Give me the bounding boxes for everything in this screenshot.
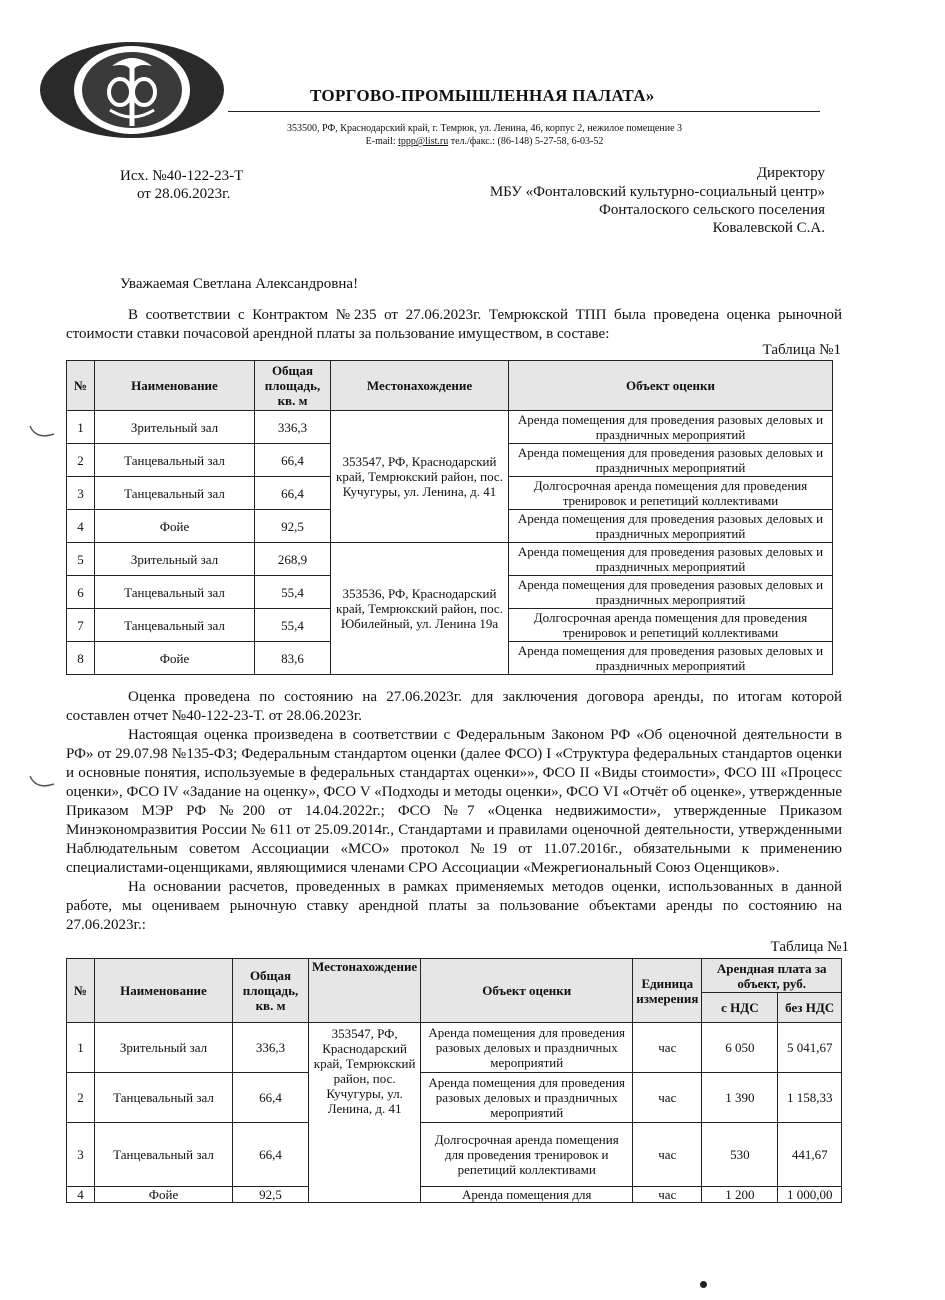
cell-name: Танцевальный зал [95, 576, 255, 609]
cell-n: 5 [67, 543, 95, 576]
email-label: E-mail: [365, 136, 396, 147]
cell-name: Танцевальный зал [95, 477, 255, 510]
cell-name: Фойе [95, 1187, 233, 1203]
intro-text: В соответствии с Контрактом №235 от 27.06.2023г. Темрюкской ТПП была проведена оценка рыночной стоимости ставки почасовой арендной платы за пользование имуществом, в составе: [66, 307, 842, 342]
cell-name: Зрительный зал [95, 411, 255, 444]
t1-col-name: Наименование [95, 361, 255, 411]
t2-col-rent: Арендная плата за объект, руб. [702, 959, 842, 993]
cell-area: 83,6 [255, 642, 331, 675]
reference-number: Исх. №40-122-23-Т [120, 168, 244, 184]
cell-object: Аренда помещения для проведения разовых деловых и праздничных мероприятий [421, 1023, 633, 1073]
t2-col-unit: Единица измерения [633, 959, 702, 1023]
cell-without-vat: 441,67 [778, 1123, 842, 1187]
t2-col-without-vat: без НДС [778, 993, 842, 1023]
cell-unit: час [633, 1123, 702, 1187]
cell-n: 8 [67, 642, 95, 675]
org-contacts [0, 136, 945, 147]
t2-col-location: Местонахождение [309, 959, 421, 1023]
body-text [66, 688, 842, 935]
org-title: ТОРГОВО-ПРОМЫШЛЕННАЯ ПАЛАТА» [310, 86, 655, 105]
table-row [67, 543, 833, 576]
t1-col-area: Общая площадь, кв. м [255, 361, 331, 411]
cell-n: 6 [67, 576, 95, 609]
cell-n: 1 [67, 1023, 95, 1073]
table1-header-row [67, 361, 833, 411]
cell-n: 2 [67, 1073, 95, 1123]
t2-col-name: Наименование [95, 959, 233, 1023]
cell-n: 4 [67, 1187, 95, 1203]
table1-caption: Таблица №1 [762, 342, 841, 358]
cell-n: 2 [67, 444, 95, 477]
table2 [66, 958, 842, 1203]
email-link[interactable]: tppp@list.ru [398, 136, 449, 147]
cell-unit: час [633, 1073, 702, 1123]
recipient-line2: МБУ «Фонталовский культурно-социальный центр» [489, 184, 825, 200]
cell-name: Танцевальный зал [95, 1123, 233, 1187]
cell-n: 1 [67, 411, 95, 444]
cell-with-vat: 6 050 [702, 1023, 778, 1073]
cell-area: 336,3 [255, 411, 331, 444]
t2-col-object: Объект оценки [421, 959, 633, 1023]
cell-name: Зрительный зал [95, 543, 255, 576]
cell-location: 353547, РФ, Краснодарский край, Темрюкский район, пос. Кучугуры, ул. Ленина, д. 41 [331, 411, 509, 543]
cell-without-vat: 1 158,33 [778, 1073, 842, 1123]
cell-n: 7 [67, 609, 95, 642]
t1-col-object: Объект оценки [509, 361, 833, 411]
cell-name: Фойе [95, 642, 255, 675]
t2-col-n: № [67, 959, 95, 1023]
cell-without-vat: 1 000,00 [778, 1187, 842, 1203]
cell-name: Зрительный зал [95, 1023, 233, 1073]
cell-n: 4 [67, 510, 95, 543]
cell-area: 66,4 [255, 477, 331, 510]
header-divider [228, 111, 820, 112]
paragraph-3: На основании расчетов, проведенных в рамках применяемых методов оценки, использованных в данной работе, мы оцениваем рыночную ставку арендной платы за пользование объектами аренды по состоянию на 27.06.2023г.: [66, 879, 842, 933]
t1-col-n: № [67, 361, 95, 411]
table1 [66, 360, 833, 675]
cell-area: 92,5 [233, 1187, 309, 1203]
table-row [67, 1023, 842, 1073]
cell-location: 353536, РФ, Краснодарский край, Темрюкский район, пос. Юбилейный, ул. Ленина 19а [331, 543, 509, 675]
recipient-line4: Ковалевской С.А. [712, 220, 825, 236]
cell-object: Аренда помещения для проведения разовых деловых и праздничных мероприятий [509, 642, 833, 675]
cell-object: Долгосрочная аренда помещения для проведения тренировок и репетиций коллективами [509, 609, 833, 642]
t2-col-with-vat: с НДС [702, 993, 778, 1023]
cell-object: Долгосрочная аренда помещения для проведения тренировок и репетиций коллективами [509, 477, 833, 510]
cell-object: Аренда помещения для проведения разовых деловых и праздничных мероприятий [509, 543, 833, 576]
cell-with-vat: 1 390 [702, 1073, 778, 1123]
cell-object: Аренда помещения для проведения разовых деловых и праздничных мероприятий [509, 444, 833, 477]
cell-n: 3 [67, 477, 95, 510]
phone: тел./факс.: (86-148) 5-27-58, 6-03-52 [450, 136, 604, 147]
recipient-line1: Директору [756, 165, 825, 181]
paragraph-2: Настоящая оценка произведена в соответствии с Федеральным Законом РФ «Об оценочной деятельности в РФ» от 29.07.98 №135-ФЗ; Федеральным стандартом оценки (далее ФСО) I «Структура федеральных стандартов оценки и основные понятия, используемые в федеральных стандартах оценки»», ФСО II «Виды стоимости», ФСО III «Процесс оценки», ФСО IV «Задание на оценку», ФСО V «Подходы и методы оценки», ФСО VI «Отчёт об оценке», утвержденные Приказом МЭР РФ №200 от 14.04.2022г.; ФСО №7 «Оценка недвижимости», утвержденные Приказом Минэкономразвития России № 611 от 25.09.2014г., Стандартами и правилами оценочной деятельности, утвержденными Наблюдательным советом Ассоциации «МСО» протокол №19 от 11.07.2016г., обязательными к применению специалистами-оценщиками, являющимися членами СРО Ассоциации «Межрегиональный Союз Оценщиков». [66, 727, 842, 876]
table-row [67, 1073, 842, 1123]
cell-area: 92,5 [255, 510, 331, 543]
cell-unit: час [633, 1023, 702, 1073]
table2-header-row [67, 959, 842, 993]
cell-object: Аренда помещения для проведения разовых деловых и праздничных мероприятий [509, 576, 833, 609]
cell-name: Танцевальный зал [95, 609, 255, 642]
hole-punch-mark [28, 420, 58, 444]
cell-with-vat: 530 [702, 1123, 778, 1187]
cell-area: 66,4 [255, 444, 331, 477]
ink-dot [700, 1281, 707, 1288]
cell-n: 3 [67, 1123, 95, 1187]
cell-area: 268,9 [255, 543, 331, 576]
table-row [67, 1187, 842, 1203]
table-row [67, 1123, 842, 1187]
cell-location: 353547, РФ, Краснодарский край, Темрюкский район, пос. Кучугуры, ул. Ленина, д. 41 [309, 1023, 421, 1203]
cell-area: 55,4 [255, 576, 331, 609]
cell-without-vat: 5 041,67 [778, 1023, 842, 1073]
t1-col-location: Местонахождение [331, 361, 509, 411]
intro-paragraph [66, 306, 842, 344]
cell-area: 66,4 [233, 1073, 309, 1123]
reference-date: от 28.06.2023г. [137, 186, 231, 202]
t2-col-area: Общая площадь, кв. м [233, 959, 309, 1023]
cell-area: 66,4 [233, 1123, 309, 1187]
cell-area: 55,4 [255, 609, 331, 642]
cell-name: Танцевальный зал [95, 1073, 233, 1123]
cell-name: Танцевальный зал [95, 444, 255, 477]
cell-area: 336,3 [233, 1023, 309, 1073]
cell-object: Аренда помещения для проведения разовых деловых и праздничных мероприятий [509, 510, 833, 543]
cell-with-vat: 1 200 [702, 1187, 778, 1203]
table-row [67, 411, 833, 444]
cell-object: Аренда помещения для проведения разовых деловых и праздничных мероприятий [421, 1073, 633, 1123]
org-address: 353500, РФ, Краснодарский край, г. Темрюк, ул. Ленина, 46, корпус 2, нежилое помещение 3 [286, 123, 683, 134]
paragraph-1: Оценка проведена по состоянию на 27.06.2023г. для заключения договора аренды, по итогам которой составлен отчет №40-122-23-Т. от 28.06.2023г. [66, 689, 842, 724]
cell-unit: час [633, 1187, 702, 1203]
cell-object: Аренда помещения для [421, 1187, 633, 1203]
hole-punch-mark [28, 770, 58, 794]
recipient-line3: Фонталоского сельского поселения [598, 202, 825, 218]
salutation: Уважаемая Светлана Александровна! [120, 276, 359, 292]
table2-caption: Таблица №1 [770, 939, 849, 955]
cell-object: Долгосрочная аренда помещения для проведения тренировок и репетиций коллективами [421, 1123, 633, 1187]
cell-object: Аренда помещения для проведения разовых деловых и праздничных мероприятий [509, 411, 833, 444]
cell-name: Фойе [95, 510, 255, 543]
